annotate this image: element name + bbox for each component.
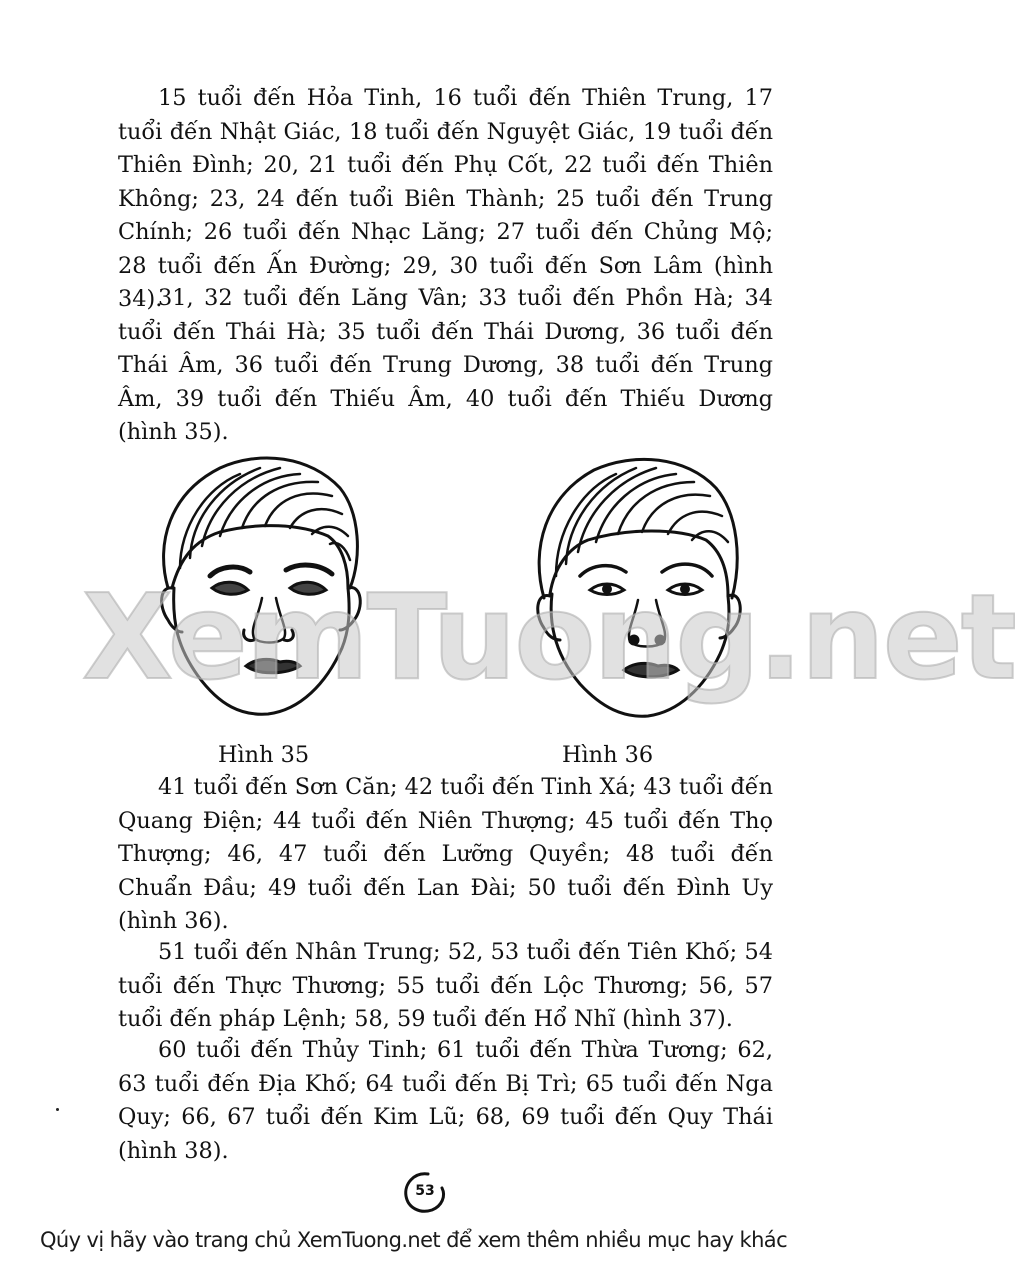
paragraph-ages-60-69: [118, 1034, 773, 1168]
paragraph-text: 31, 32 tuổi đến Lăng Vân; 33 tuổi đến Phồn Hà; 34 tuổi đến Thái Hà; 35 tuổi đến Thái Dương, 36 tuổi đến Thái Âm, 36 tuổi đến Trung Dương, 38 tuổi đến Trung Âm, 39 tuổi đến Thiếu Âm, 40 tuổi đến Thiếu Dương (hình 35).: [118, 285, 773, 445]
figure-caption-36: Hình 36: [562, 742, 654, 768]
face-illustration-36: [528, 448, 748, 733]
page-number: [402, 1170, 448, 1216]
paragraph-text: 15 tuổi đến Hỏa Tinh, 16 tuổi đến Thiên Trung, 17 tuổi đến Nhật Giác, 18 tuổi đến Nguyệt Giác, 19 tuổi đến Thiên Đình; 20, 21 tuổi đến Phụ Cốt, 22 tuổi đến Thiên Không; 23, 24 đến tuổi Biên Thành; 25 tuổi đến Trung Chính; 26 tuổi đến Nhạc Lăng; 27 tuổi đến Chủng Mộ; 28 tuổi đến Ấn Đường; 29, 30 tuổi đến Sơn Lâm (hình 34).: [118, 85, 773, 312]
paragraph-text: 41 tuổi đến Sơn Căn; 42 tuổi đến Tinh Xá; 43 tuổi đến Quang Điện; 44 tuổi đến Niên Thượng; 45 tuổi đến Thọ Thượng; 46, 47 tuổi đến Lưỡng Quyền; 48 tuổi đến Chuẩn Đầu; 49 tuổi đến Lan Đài; 50 tuổi đến Đình Uy (hình 36).: [118, 774, 773, 934]
footer-site-link[interactable]: XemTuong.net: [296, 1228, 441, 1252]
stray-dot: [56, 1108, 59, 1111]
footer-suffix: để xem thêm nhiều mục hay khác: [440, 1228, 788, 1252]
paragraph-text: 51 tuổi đến Nhân Trung; 52, 53 tuổi đến Tiên Khố; 54 tuổi đến Thực Thương; 55 tuổi đến Lộc Thương; 56, 57 tuổi đến pháp Lệnh; 58, 59 tuổi đến Hổ Nhĩ (hình 37).: [118, 939, 773, 1032]
figure-caption-35: Hình 35: [218, 742, 310, 768]
watermark: XemTuong.net: [82, 568, 1015, 706]
paragraph-text: 60 tuổi đến Thủy Tinh; 61 tuổi đến Thừa Tương; 62, 63 tuổi đến Địa Khố; 64 tuổi đến Bị Trì; 65 tuổi đến Nga Quy; 66, 67 tuổi đến Kim Lũ; 68, 69 tuổi đến Quy Thái (hình 38).: [118, 1037, 773, 1164]
footer-prefix: Qúy vị hãy vào trang chủ: [40, 1228, 297, 1252]
footer-banner: [40, 1228, 787, 1252]
face-illustration-35: [150, 448, 370, 733]
paragraph-ages-51-59: [118, 936, 773, 1037]
paragraph-ages-41-50: [118, 771, 773, 939]
page-number-text: 53: [415, 1183, 435, 1199]
paragraph-ages-31-40: [118, 282, 773, 450]
